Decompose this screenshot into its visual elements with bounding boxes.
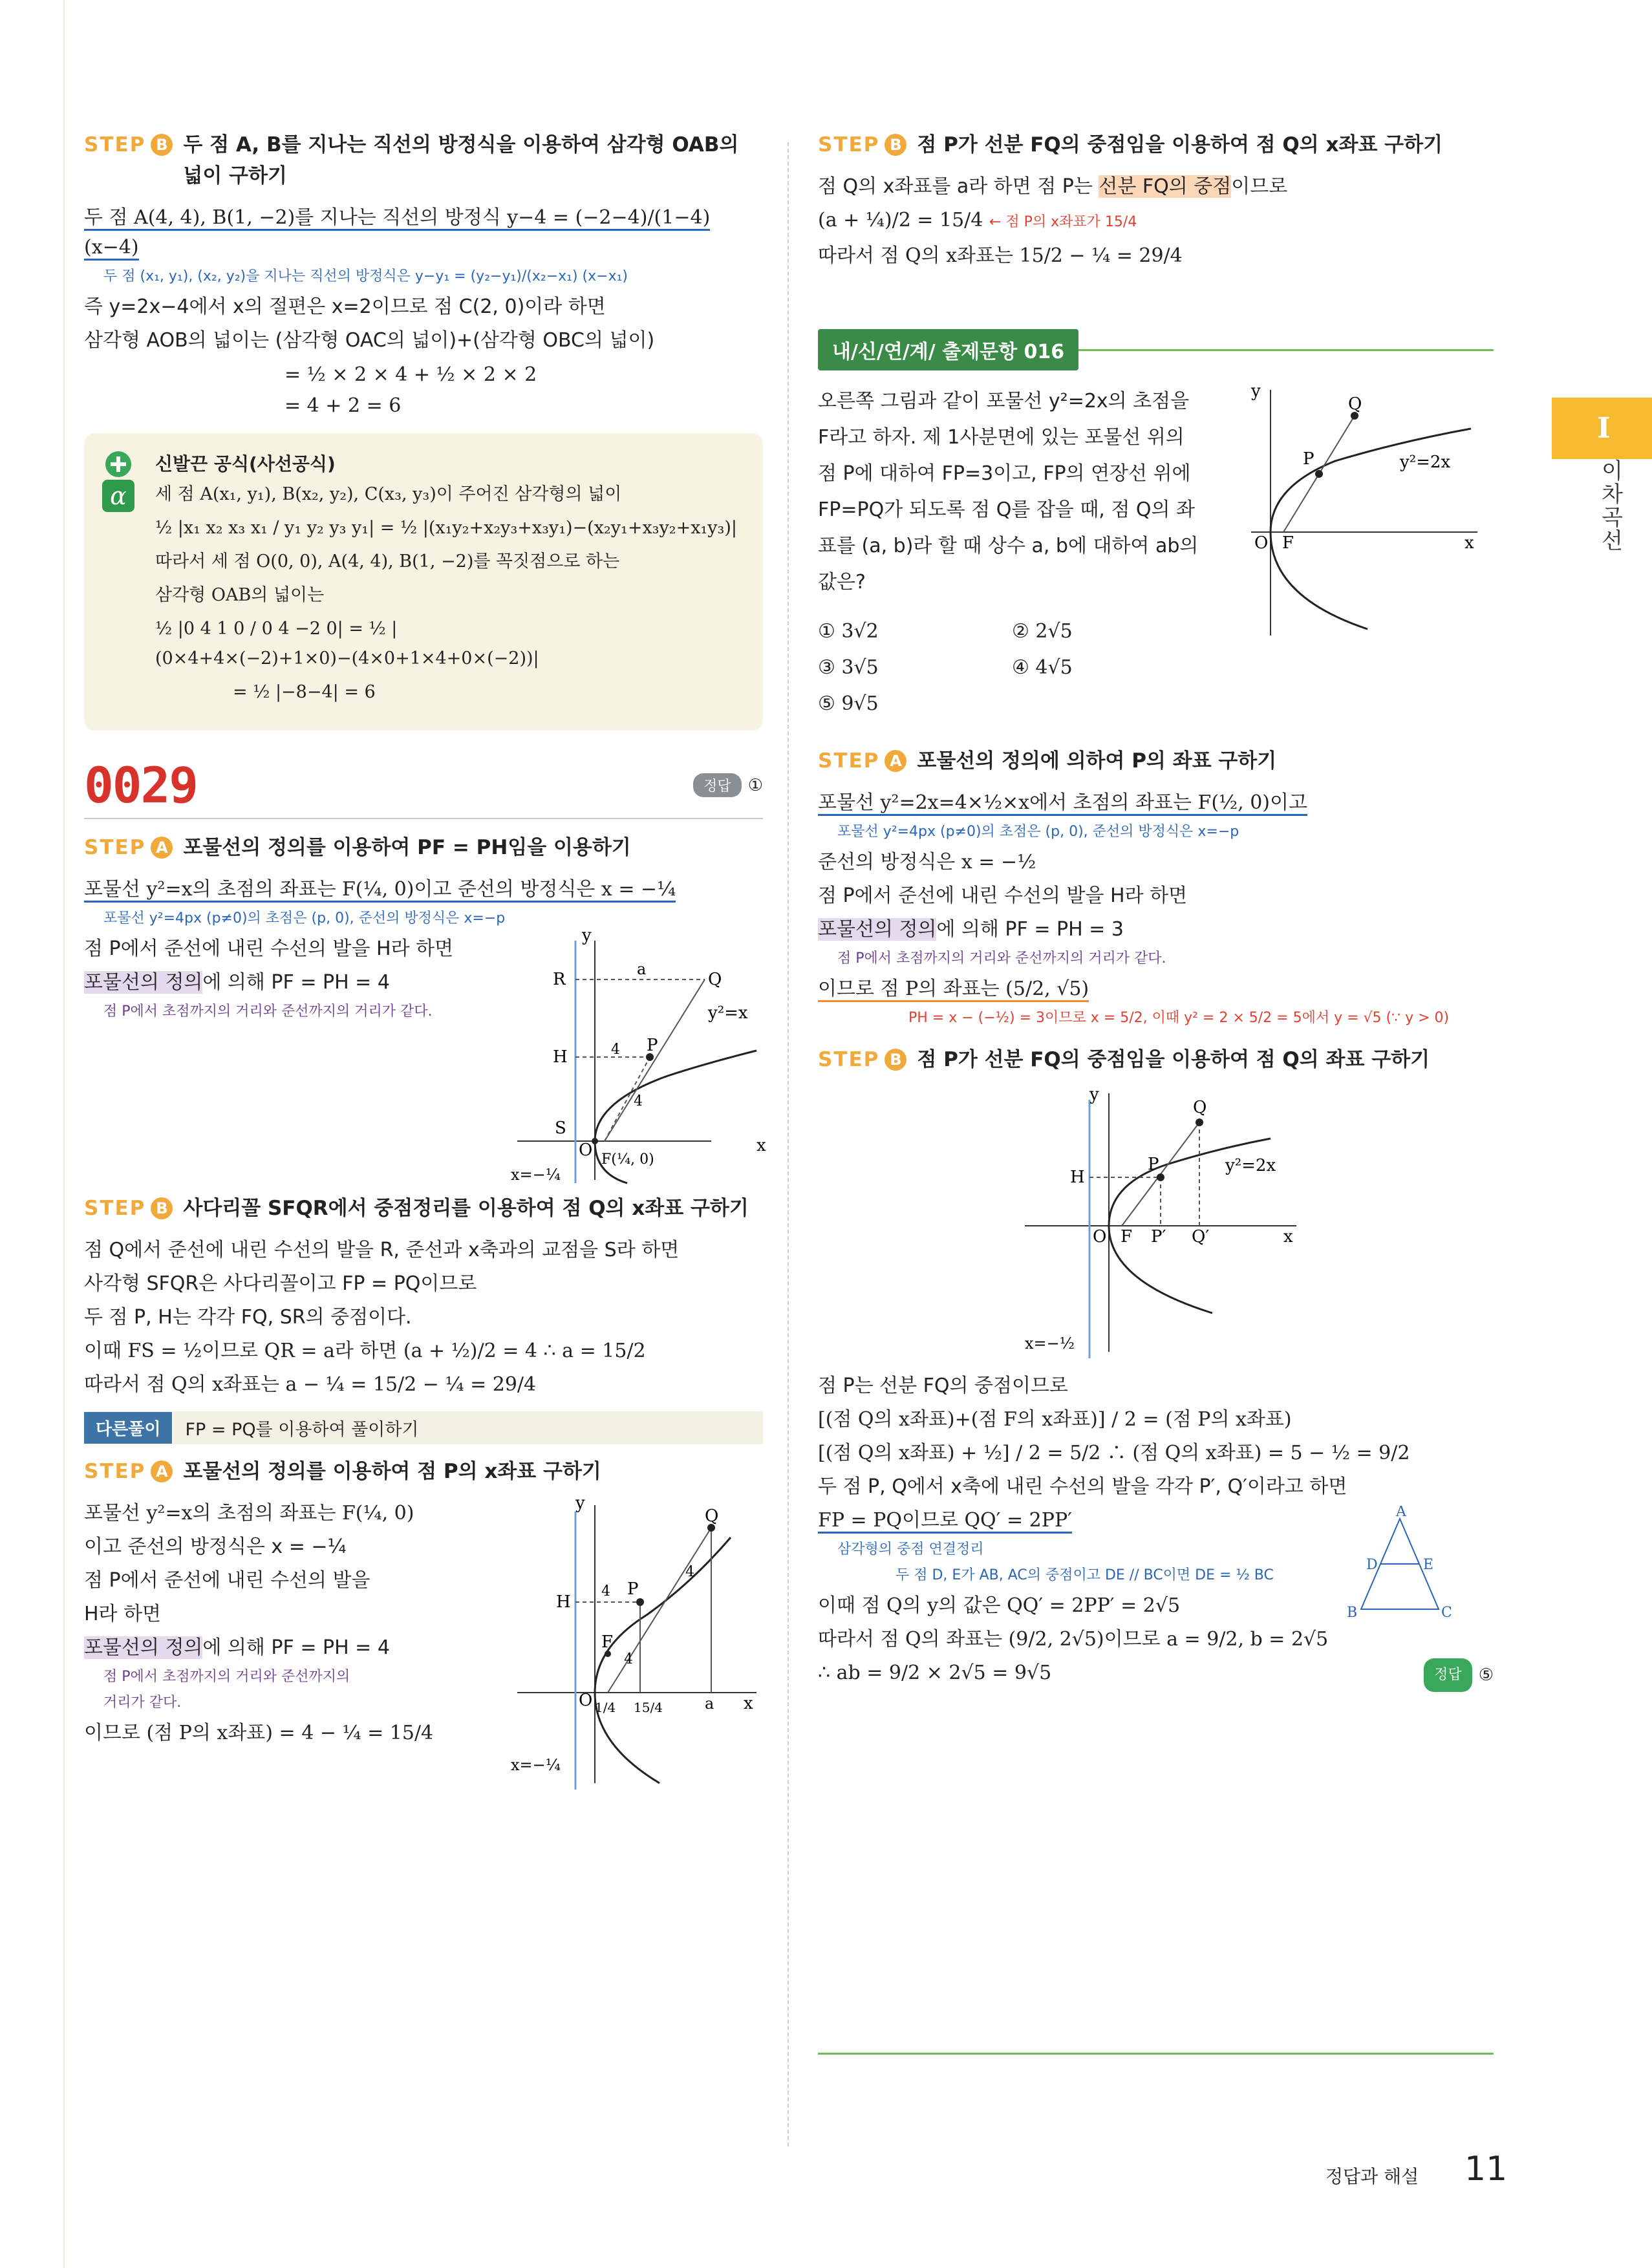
step-tag: STEP bbox=[818, 1048, 880, 1071]
step-badge: B bbox=[885, 134, 906, 156]
point-label: P bbox=[627, 1579, 639, 1599]
axis-y-label: y bbox=[1089, 1087, 1099, 1104]
step-tag: STEP bbox=[84, 836, 146, 859]
solution-line: [(점 Q의 x좌표)+(점 F의 x좌표)] / 2 = (점 P의 x좌표) bbox=[818, 1408, 1292, 1431]
parabola-figure-3 bbox=[1238, 383, 1490, 642]
right-column bbox=[818, 129, 1494, 1696]
solution-text: 에 의해 PF = PH = 4 bbox=[202, 971, 390, 994]
solution-line: 점 P에서 준선에 내린 수선의 발을 H라 하면 bbox=[818, 884, 1188, 907]
step-badge: A bbox=[151, 1460, 173, 1482]
step-title: 포물선의 정의를 이용하여 PF = PH임을 이용하기 bbox=[183, 836, 631, 859]
tick-label: 1/4 bbox=[595, 1700, 616, 1715]
hint-note: 삼각형의 중점 연결정리 bbox=[837, 1541, 984, 1557]
highlight-term: 포물선의 정의 bbox=[818, 918, 937, 941]
solution-text: 이므로 점 P의 좌표는 (5/2, √5) bbox=[818, 978, 1089, 1002]
axis-x-label: x bbox=[1283, 1227, 1293, 1246]
solution-line bbox=[818, 788, 1494, 818]
vertex-label: C bbox=[1441, 1605, 1452, 1621]
problem-number: 0029 bbox=[84, 756, 198, 814]
point-label: H bbox=[553, 1047, 568, 1067]
highlight-term: 포물선의 정의 bbox=[84, 971, 203, 994]
parabola-figure-4 bbox=[818, 1087, 1490, 1365]
solution-line: 점 Q에서 준선에 내린 수선의 발을 R, 준선과 x축과의 교점을 S라 하면 bbox=[84, 1239, 680, 1261]
highlight-term: 선분 FQ의 중점 bbox=[1099, 175, 1232, 198]
hint-note: 점 P에서 초점까지의 거리와 준선까지의 거리가 같다. bbox=[837, 950, 1166, 967]
solution-text: 에 의해 PF = PH = 3 bbox=[936, 918, 1124, 941]
step-heading bbox=[84, 129, 763, 191]
section-title: 내/신/연/계/ 출제문항 016 bbox=[818, 329, 1078, 370]
step-tag: STEP bbox=[84, 1460, 146, 1483]
tip-line: 삼각형 OAB의 넓이는 bbox=[155, 585, 325, 605]
solution-line bbox=[818, 1658, 1494, 1692]
point-label: P bbox=[1303, 449, 1314, 469]
solution-text: 이므로 bbox=[1231, 175, 1288, 198]
equation: (a + ¼)/2 = 15/4 bbox=[818, 209, 983, 231]
point-label: F bbox=[601, 1632, 614, 1652]
step-title: 포물선의 정의에 의하여 P의 좌표 구하기 bbox=[917, 749, 1277, 773]
directrix-label: x=−½ bbox=[1025, 1334, 1075, 1353]
figure-block bbox=[84, 928, 766, 1193]
plus-alpha-icon bbox=[100, 450, 137, 515]
tip-line: 세 점 A(x₁, y₁), B(x₂, y₂), C(x₃, y₃)이 주어진 삼각형의 넓이 bbox=[155, 484, 622, 504]
section-end-rule bbox=[818, 2053, 1494, 2055]
margin-rule bbox=[63, 0, 65, 2268]
axis-x-label: x bbox=[756, 1136, 766, 1155]
step-title: 점 P가 선분 FQ의 중점임을 이용하여 점 Q의 좌표 구하기 bbox=[917, 1048, 1430, 1071]
column-divider bbox=[788, 142, 789, 2146]
step-title: 포물선의 정의를 이용하여 점 P의 x좌표 구하기 bbox=[183, 1460, 601, 1483]
choice-1: ① 3√2 bbox=[818, 620, 879, 643]
solution-line: 두 점 P, H는 각각 FQ, SR의 중점이다. bbox=[84, 1306, 412, 1329]
step-badge: B bbox=[151, 134, 173, 156]
step-title: 두 점 A, B를 지나는 직선의 방정식을 이용하여 삼각형 OAB의 넓이 구하기 bbox=[183, 133, 739, 187]
step-badge: A bbox=[885, 750, 906, 772]
vertex-label: A bbox=[1396, 1506, 1406, 1520]
tip-line: ½ |0 4 1 0 / 0 4 −2 0| = ½ |(0×4+4×(−2)+1×0)−(4×0+1×4+0×(−2))| bbox=[155, 619, 539, 669]
tip-box bbox=[84, 433, 763, 731]
solution-line: 사각형 SFQR은 사다리꼴이고 FP = PQ이므로 bbox=[84, 1272, 477, 1295]
point-label: O bbox=[579, 1691, 593, 1710]
solution-text: ∴ ab = 9/2 × 2√5 = 9√5 bbox=[818, 1662, 1052, 1684]
highlight-term: 포물선의 정의 bbox=[84, 1636, 203, 1659]
solution-text: 점 Q의 x좌표를 a라 하면 점 P는 bbox=[818, 175, 1099, 198]
point-label: Q′ bbox=[1192, 1227, 1210, 1246]
step-badge: A bbox=[151, 837, 173, 859]
segment-label: 4 bbox=[601, 1583, 610, 1599]
hint-note: 점 P의 x좌표가 15/4 bbox=[1005, 214, 1137, 230]
solution-line: 즉 y=2x−4에서 x의 절편은 x=2이므로 점 C(2, 0)이라 하면 bbox=[84, 295, 606, 318]
point-label: H bbox=[1070, 1168, 1085, 1187]
step-heading bbox=[818, 745, 1494, 776]
axis-y-label: y bbox=[582, 928, 592, 945]
solution-line: 점 P에서 준선에 내린 수선의 발을 bbox=[84, 1569, 370, 1592]
curve-label: y²=x bbox=[708, 1003, 748, 1023]
solution-line: 따라서 점 Q의 좌표는 (9/2, 2√5)이므로 a = 9/2, b = 2√5 bbox=[818, 1628, 1329, 1651]
hint-note: 점 P에서 초점까지의 거리와 준선까지의 거리가 같다. bbox=[103, 1003, 433, 1020]
segment-label: 4 bbox=[634, 1093, 643, 1109]
step-tag: STEP bbox=[84, 1197, 146, 1220]
vertex-label: D bbox=[1366, 1557, 1378, 1573]
choice-2: ② 2√5 bbox=[1012, 620, 1073, 643]
chapter-label: 이차곡선 bbox=[1597, 459, 1623, 552]
solution-line: 이때 점 Q의 y의 값은 QQ′ = 2PP′ = 2√5 bbox=[818, 1594, 1181, 1617]
point-label: Q bbox=[1348, 394, 1362, 414]
solution-line: 이때 FS = ½이므로 QR = a라 하면 (a + ½)/2 = 4 ∴ a = 15/2 bbox=[84, 1340, 646, 1362]
solution-line: 따라서 점 Q의 x좌표는 15/2 − ¼ = 29/4 bbox=[818, 244, 1183, 267]
tick-label: 15/4 bbox=[634, 1700, 663, 1715]
axis-y-label: y bbox=[1251, 383, 1261, 401]
answer-value: ⑤ bbox=[1478, 1665, 1494, 1685]
point-label: O bbox=[1254, 533, 1269, 553]
footer-text: 정답과 해설 bbox=[1325, 2166, 1419, 2187]
solution-line bbox=[818, 915, 1494, 945]
solution-line: 두 점 P, Q에서 x축에 내린 수선의 발을 각각 P′, Q′이라고 하면 bbox=[818, 1475, 1347, 1498]
point-label: S bbox=[555, 1118, 566, 1138]
point-label: Q bbox=[1193, 1098, 1207, 1117]
solution-line: 이므로 (점 P의 x좌표) = 4 − ¼ = 15/4 bbox=[84, 1722, 434, 1744]
vertex-label: E bbox=[1423, 1557, 1434, 1573]
point-label: R bbox=[553, 970, 566, 989]
step-heading bbox=[84, 1193, 763, 1224]
midpoint-triangle bbox=[1335, 1506, 1464, 1629]
point-label: H bbox=[556, 1592, 571, 1612]
hint-note: 점 P에서 초점까지의 거리와 준선까지의 bbox=[103, 1669, 350, 1685]
equation: = ½ × 2 × 4 + ½ × 2 × 2 bbox=[284, 363, 537, 386]
left-column bbox=[84, 129, 766, 1861]
step-title: 사다리꼴 SFQR에서 중점정리를 이용하여 점 Q의 x좌표 구하기 bbox=[183, 1197, 749, 1220]
problem-block bbox=[818, 383, 1494, 745]
answer-badge bbox=[693, 773, 763, 797]
solution-line bbox=[84, 875, 763, 904]
solution-line: 준선의 방정식은 x = −½ bbox=[818, 851, 1036, 873]
choice-4: ④ 4√5 bbox=[1012, 656, 1073, 679]
solution-line: 삼각형 AOB의 넓이는 (삼각형 OAC의 넓이)+(삼각형 OBC의 넓이) bbox=[84, 329, 655, 352]
step-heading bbox=[84, 832, 763, 863]
solution-text: FP = PQ이므로 QQ′ = 2PP′ bbox=[818, 1509, 1072, 1534]
step-tag: STEP bbox=[818, 749, 880, 773]
tip-title: 신발끈 공식(사선공식) bbox=[155, 453, 336, 475]
section-rule bbox=[1078, 349, 1494, 351]
choice-5: ⑤ 9√5 bbox=[818, 692, 879, 715]
parabola-figure-2 bbox=[498, 1499, 776, 1803]
directrix-label: x=−¼ bbox=[511, 1166, 561, 1184]
alt-solution-label: 다른풀이 bbox=[84, 1412, 172, 1444]
section-header bbox=[818, 329, 1494, 370]
step-heading bbox=[818, 1044, 1494, 1075]
solution-text: 두 점 A(4, 4), B(1, −2)를 지나는 직선의 방정식 y−4 = (−2−4)/(1−4) (x−4) bbox=[84, 206, 710, 261]
page-number: 11 bbox=[1464, 2150, 1508, 2188]
svg-text:α: α bbox=[110, 482, 127, 510]
tick-label: a bbox=[705, 1695, 714, 1713]
solution-line: (a + ¼)/2 = 15/4 ← 점 P의 x좌표가 15/4 bbox=[818, 209, 1137, 231]
segment-label: 4 bbox=[685, 1564, 694, 1580]
chapter-tab bbox=[1552, 398, 1652, 459]
point-label: P′ bbox=[1151, 1227, 1166, 1246]
answer-label: 정답 bbox=[693, 773, 742, 797]
hint-note: 두 점 (x₁, y₁), (x₂, y₂)을 지나는 직선의 방정식은 y−y₁ = (y₂−y₁)/(x₂−x₁) (x−x₁) bbox=[103, 268, 628, 284]
segment-label: 4 bbox=[611, 1042, 620, 1058]
tip-line: = ½ |−8−4| = 6 bbox=[233, 682, 376, 702]
segment-label: a bbox=[637, 960, 647, 978]
point-label: Q bbox=[708, 970, 722, 989]
solution-line: 따라서 점 Q의 x좌표는 a − ¼ = 15/2 − ¼ = 29/4 bbox=[84, 1373, 537, 1396]
alt-solution-bar bbox=[84, 1411, 763, 1444]
solution-text: 에 의해 PF = PH = 4 bbox=[202, 1636, 390, 1659]
hint-note: PH = x − (−½) = 3이므로 x = 5/2, 이때 y² = 2 × 5/2 = 5에서 y = √5 (∵ y > 0) bbox=[908, 1010, 1450, 1026]
step-title: 점 P가 선분 FQ의 중점임을 이용하여 점 Q의 x좌표 구하기 bbox=[917, 133, 1443, 156]
point-label: F bbox=[1282, 533, 1294, 553]
answer-badge bbox=[1424, 1658, 1494, 1692]
choice-3: ③ 3√5 bbox=[818, 656, 879, 679]
solution-line bbox=[818, 172, 1494, 202]
step-tag: STEP bbox=[818, 133, 880, 156]
point-label: F bbox=[1121, 1227, 1133, 1246]
vertex-label: B bbox=[1347, 1605, 1358, 1621]
chapter-number: I bbox=[1597, 412, 1611, 445]
solution-line bbox=[84, 203, 763, 262]
step-badge: B bbox=[885, 1049, 906, 1071]
problem-statement: 오른쪽 그림과 같이 포물선 y²=2x의 초점을 F라고 하자. 제 1사분면에 있는 포물선 위의 점 P에 대하여 FP=3이고, FP의 연장선 위에 FP=PQ가 되도록 점 Q를 잡을 때, 점 Q의 좌표를 (a, b)라 할 때 상수 a, b에 대하여 ab의 값은? bbox=[818, 390, 1199, 594]
alt-solution-text: FP = PQ를 이용하여 풀이하기 bbox=[172, 1411, 430, 1444]
point-label: P bbox=[647, 1036, 658, 1055]
point-label: O bbox=[579, 1140, 593, 1160]
figure-block bbox=[84, 1499, 763, 1861]
tip-line: 따라서 세 점 O(0, 0), A(4, 4), B(1, −2)를 꼭짓점으로 하는 bbox=[155, 551, 620, 572]
curve-label: y²=2x bbox=[1225, 1156, 1276, 1175]
parabola-figure-1 bbox=[498, 928, 776, 1186]
axis-y-label: y bbox=[575, 1499, 585, 1513]
solution-line: 점 P에서 준선에 내린 수선의 발을 H라 하면 bbox=[84, 937, 454, 960]
axis-x-label: x bbox=[744, 1694, 753, 1713]
equation: = 4 + 2 = 6 bbox=[284, 394, 402, 417]
solution-text: 포물선 y²=2x=4×½×x에서 초점의 좌표는 F(½, 0)이고 bbox=[818, 791, 1307, 816]
segment-label: 4 bbox=[624, 1651, 633, 1667]
point-label: F(¼, 0) bbox=[601, 1151, 654, 1168]
problem-header bbox=[84, 756, 763, 819]
hint-note: 포물선 y²=4px (p≠0)의 초점은 (p, 0), 준선의 방정식은 x=−p bbox=[837, 824, 1239, 840]
axis-x-label: x bbox=[1464, 533, 1474, 553]
point-label: P bbox=[1148, 1155, 1159, 1174]
hint-note: 포물선 y²=4px (p≠0)의 초점은 (p, 0), 준선의 방정식은 x=−p bbox=[103, 910, 506, 926]
solution-line: 이고 준선의 방정식은 x = −¼ bbox=[84, 1535, 347, 1558]
solution-line bbox=[818, 974, 1494, 1004]
answer-value: ① bbox=[747, 775, 763, 795]
step-badge: B bbox=[151, 1197, 173, 1219]
step-tag: STEP bbox=[84, 133, 146, 156]
answer-label: 정답 bbox=[1424, 1658, 1472, 1692]
solution-text: 포물선 y²=x의 초점의 좌표는 F(¼, 0)이고 준선의 방정식은 x = −¼ bbox=[84, 878, 676, 903]
step-heading bbox=[818, 129, 1494, 160]
solution-line: H라 하면 bbox=[84, 1603, 162, 1625]
solution-line: 포물선 y²=x의 초점의 좌표는 F(¼, 0) bbox=[84, 1502, 414, 1524]
solution-line: [(점 Q의 x좌표) + ½] / 2 = 5/2 ∴ (점 Q의 x좌표) = 5 − ½ = 9/2 bbox=[818, 1442, 1410, 1464]
point-label: Q bbox=[705, 1506, 719, 1526]
step-heading bbox=[84, 1456, 763, 1487]
solution-line: 점 P는 선분 FQ의 중점이므로 bbox=[818, 1375, 1068, 1397]
curve-label: y²=2x bbox=[1400, 453, 1451, 472]
hint-note: 두 점 D, E가 AB, AC의 중점이고 DE // BC이면 DE = ½ BC bbox=[896, 1567, 1274, 1583]
directrix-label: x=−¼ bbox=[511, 1756, 561, 1774]
tip-line: ½ |x₁ x₂ x₃ x₁ / y₁ y₂ y₃ y₁| = ½ |(x₁y₂+x₂y₃+x₃y₁)−(x₂y₁+x₃y₂+x₁y₃)| bbox=[155, 518, 737, 538]
hint-note: 거리가 같다. bbox=[103, 1695, 182, 1711]
point-label: O bbox=[1093, 1227, 1107, 1246]
